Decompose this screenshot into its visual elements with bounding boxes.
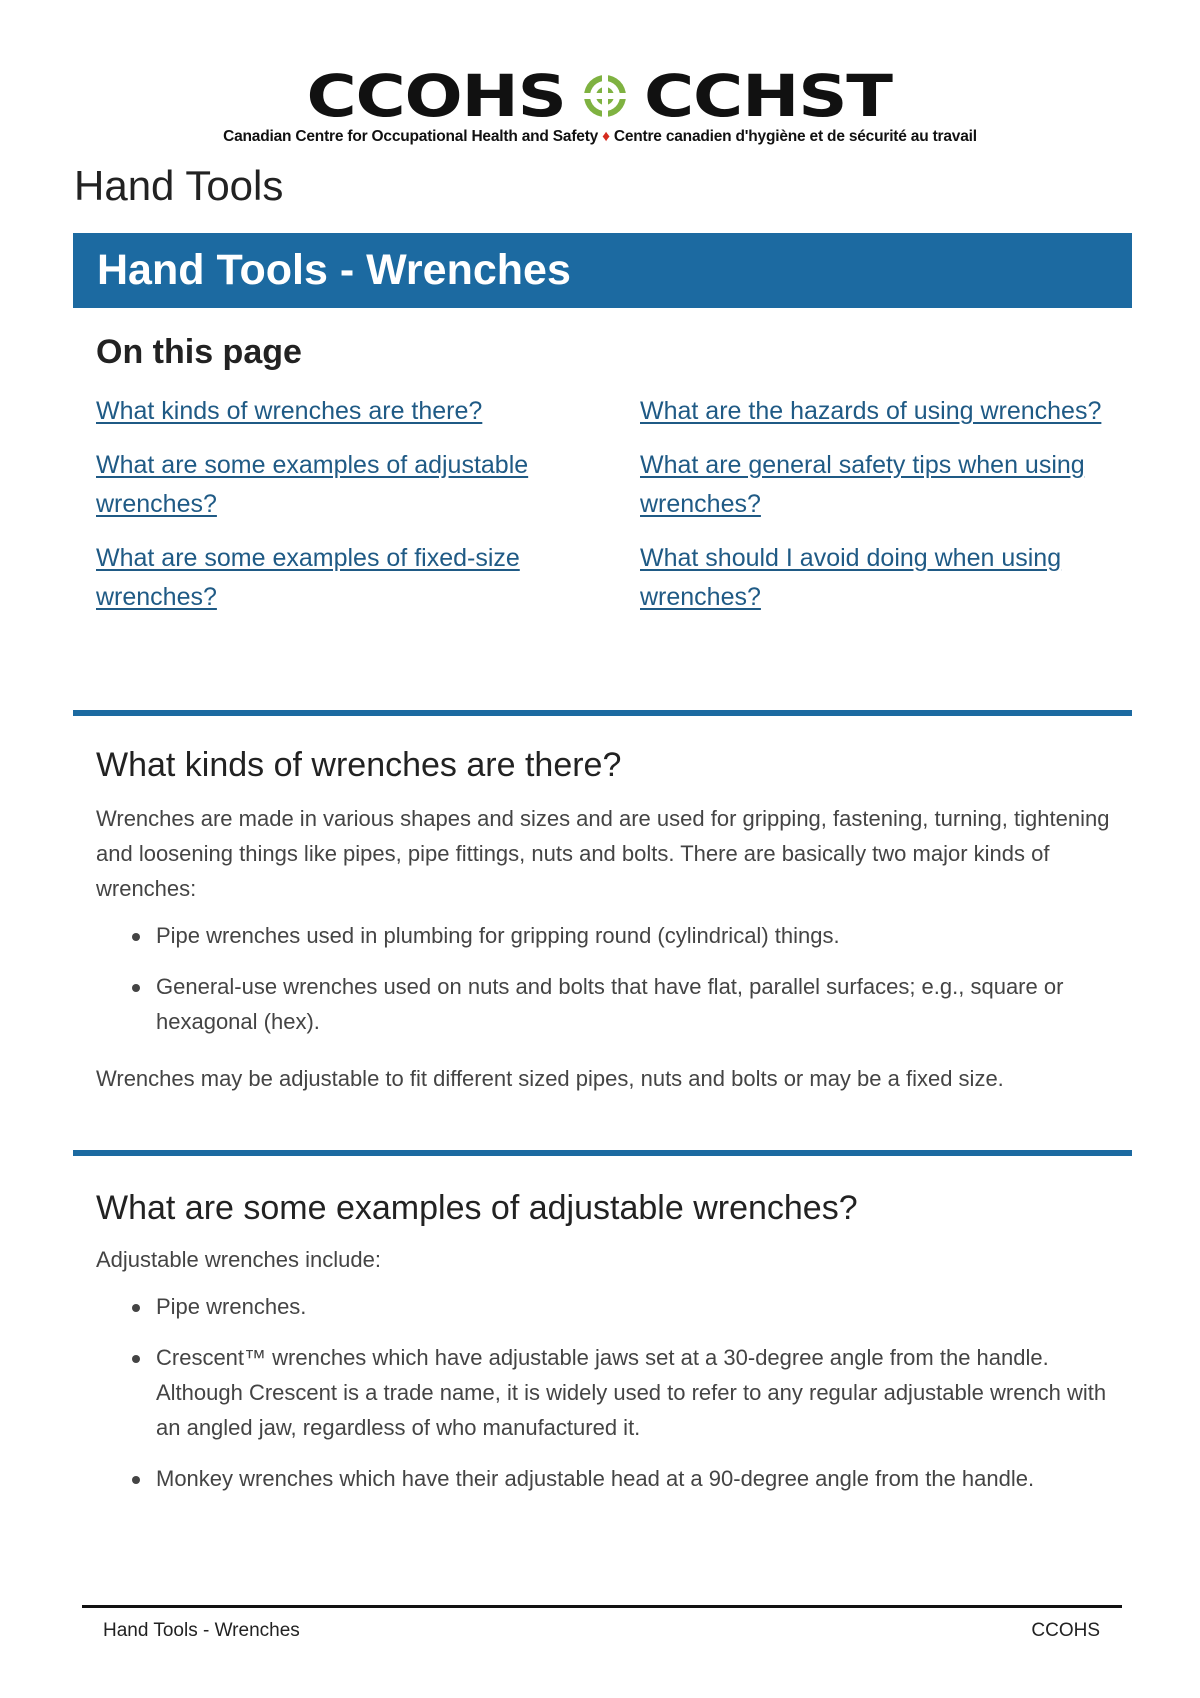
list-item [96,1289,1116,1324]
logo-ccohs-word: CCOHS [306,62,566,130]
bullet-icon [132,1304,140,1312]
toc-link-adjustable[interactable]: What are some examples of adjustable wrenches? [96,451,529,518]
page-banner-title: Hand Tools - Wrenches [73,233,1132,308]
logo-tagline-en: Canadian Centre for Occupational Health and Safety [223,128,599,145]
document-title: Hand Tools [74,162,284,209]
toc-right-column [640,392,1110,632]
bullet-icon [132,933,140,941]
footer-organization: CCOHS [1031,1620,1100,1641]
footer-divider [82,1605,1122,1608]
list-item-text: Pipe wrenches. [156,1294,307,1319]
section-kinds-list [96,918,1116,1039]
list-item-text: Crescent™ wrenches which have adjustable jaws set at a 30-degree angle from the handle. Although Crescent is a trade name, it is widely used to refer to any regular adjustable wrench with an angled jaw, regardless of who manufactured it. [156,1345,1107,1440]
list-item [96,969,1116,1039]
bullet-icon [132,984,140,992]
logo-tagline [0,128,1200,146]
section-adjustable-heading: What are some examples of adjustable wrenches? [96,1189,858,1227]
section-kinds-heading: What kinds of wrenches are there? [96,746,622,784]
section-kinds [96,743,1116,1096]
list-item-text: Monkey wrenches which have their adjustable head at a 90-degree angle from the handle. [156,1466,1035,1491]
maple-leaf-icon: ♦ [602,128,610,145]
list-item [96,1461,1116,1496]
section-divider [73,710,1132,716]
list-item [96,1340,1116,1445]
footer-document-title: Hand Tools - Wrenches [103,1620,300,1641]
section-adjustable-intro: Adjustable wrenches include: [96,1247,381,1272]
section-kinds-outro: Wrenches may be adjustable to fit different sized pipes, nuts and bolts or may be a fixed size. [96,1066,1004,1091]
bullet-icon [132,1355,140,1363]
toc-link-hazards[interactable]: What are the hazards of using wrenches? [640,397,1102,425]
toc-link-kinds[interactable]: What kinds of wrenches are there? [96,397,483,425]
bullet-icon [132,1476,140,1484]
ccohs-logo [0,62,1200,146]
toc-link-fixed-size[interactable]: What are some examples of fixed-size wrenches? [96,544,520,611]
toc-link-safety-tips[interactable]: What are general safety tips when using wrenches? [640,451,1085,518]
logo-cchst-word: CCHST [643,62,892,130]
toc-link-avoid[interactable]: What should I avoid doing when using wrenches? [640,544,1062,611]
toc-heading: On this page [96,333,302,371]
logo-tagline-fr: Centre canadien d'hygiène et de sécurité au travail [613,128,977,145]
section-divider [73,1150,1132,1156]
list-item [96,918,1116,953]
section-adjustable-list [96,1289,1116,1496]
list-item-text: Pipe wrenches used in plumbing for gripping round (cylindrical) things. [156,923,840,948]
section-kinds-intro: Wrenches are made in various shapes and sizes and are used for gripping, fastening, turning, tightening and loosening things like pipes, pipe fittings, nuts and bolts. There are basically two major kinds of wrenches: [96,806,1110,901]
section-adjustable [96,1186,1116,1512]
list-item-text: General-use wrenches used on nuts and bolts that have flat, parallel surfaces; e.g., square or hexagonal (hex). [156,974,1064,1034]
ccohs-emblem-icon [582,73,628,119]
toc-left-column [96,392,566,632]
